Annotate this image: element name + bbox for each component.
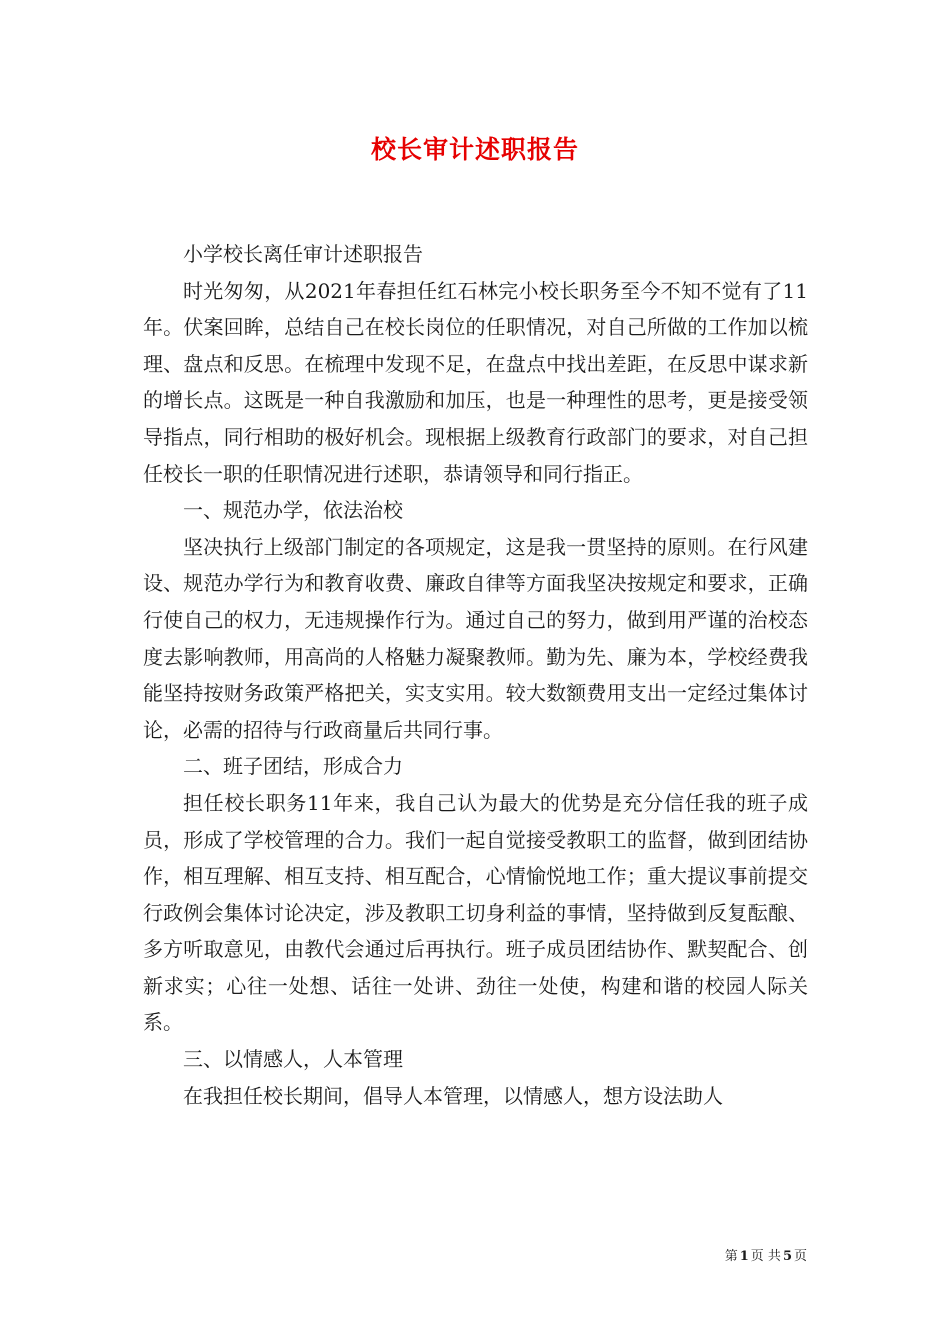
total-pages-number: 5 xyxy=(782,1249,792,1264)
footer-suffix: 页 xyxy=(793,1249,807,1264)
footer-middle: 页 共 xyxy=(750,1249,781,1264)
body-paragraph: 在我担任校长期间，倡导人本管理，以情感人，想方设法助人 xyxy=(183,1083,723,1108)
page-number-footer xyxy=(725,1248,807,1266)
subtitle-paragraph: 小学校长离任审计述职报告 xyxy=(183,242,423,266)
footer-prefix: 第 xyxy=(724,1249,738,1264)
current-page-number: 1 xyxy=(739,1249,749,1264)
document-title: 校长审计述职报告 xyxy=(370,135,579,164)
body-paragraph: 担任校长职务11年来，我自己认为最大的优势是充分信任我的班子成员，形成了学校管理的合力。我们一起自觉接受教职工的监督，做到团结协作，相互理解、相互支持、相互配合，心情愉悦地工作；重大提议事前提交行政例会集体讨论决定，涉及教职工切身利益的事情，坚持做到反复酝酿、多方听取意见，由教代会通过后再执行。班子成员团结协作、默契配合、创新求实；心往一处想、话往一处讲、劲往一处使，构建和谐的校园人际关系。 xyxy=(143,790,808,1035)
document-body xyxy=(143,236,808,1114)
section-heading: 三、以情感人，人本管理 xyxy=(183,1047,403,1072)
section-heading: 一、规范办学，依法治校 xyxy=(183,498,403,523)
body-paragraph: 时光匆匆，从2021年春担任红石林完小校长职务至今不知不觉有了11年。伏案回眸，总结自己在校长岗位的任职情况，对自己所做的工作加以梳理、盘点和反思。在梳理中发现不足，在盘点中找出差距，在反思中谋求新的增长点。这既是一种自我激励和加压，也是一种理性的思考，更是接受领导指点，同行相助的极好机会。现根据上级教育行政部门的要求，对自己担任校长一职的任职情况进行述职，恭请领导和同行指正。 xyxy=(143,278,808,486)
section-heading: 二、班子团结，形成合力 xyxy=(183,754,403,779)
body-paragraph: 坚决执行上级部门制定的各项规定，这是我一贯坚持的原则。在行风建设、规范办学行为和教育收费、廉政自律等方面我坚决按规定和要求，正确行使自己的权力，无违规操作行为。通过自己的努力，做到用严谨的治校态度去影响教师，用高尚的人格魅力凝聚教师。勤为先、廉为本，学校经费我能坚持按财务政策严格把关，实支实用。较大数额费用支出一定经过集体讨论，必需的招待与行政商量后共同行事。 xyxy=(143,534,808,742)
